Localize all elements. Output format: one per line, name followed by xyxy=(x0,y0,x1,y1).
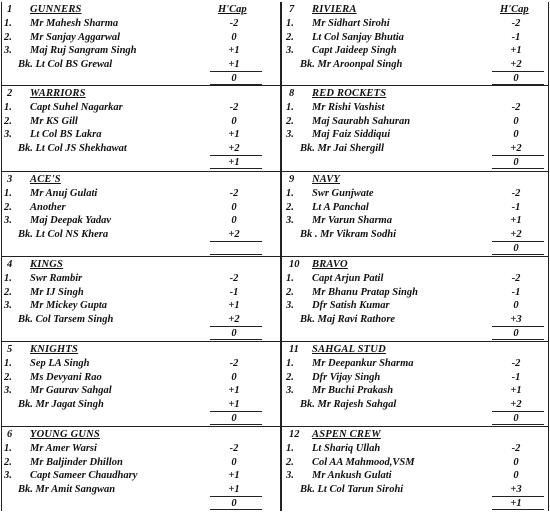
team-total-handicap: +1 xyxy=(510,498,522,509)
player-row xyxy=(282,215,550,229)
player-row xyxy=(0,457,272,471)
player-handicap: 0 xyxy=(513,300,519,311)
player-index: 3. xyxy=(286,300,294,311)
player-index: 1. xyxy=(4,18,12,29)
team-name: BRAVO xyxy=(312,259,348,270)
player-name: Capt Jaideep Singh xyxy=(312,45,397,56)
player-index: 2. xyxy=(286,286,294,298)
player-name: Another xyxy=(30,201,66,213)
player-index: 2. xyxy=(286,371,294,383)
player-index: 1. xyxy=(4,273,12,284)
team-block xyxy=(0,427,272,512)
player-row xyxy=(0,385,272,399)
hcap-column-header: H'Cap xyxy=(218,4,247,15)
subtotal-rule xyxy=(492,241,544,242)
team-total-handicap: 0 xyxy=(231,413,237,424)
player-row xyxy=(0,215,272,229)
player-name: Lt A Panchal xyxy=(312,201,369,213)
player-handicap: +1 xyxy=(228,129,240,140)
player-name: Mr Baljinder Dhillon xyxy=(30,456,123,468)
team-number: 6 xyxy=(7,429,13,440)
player-handicap: +1 xyxy=(510,215,522,226)
player-index: 3. xyxy=(4,129,12,140)
player-handicap: +3 xyxy=(510,313,522,325)
player-index: 3. xyxy=(4,470,12,481)
player-index: 3. xyxy=(286,45,294,56)
player-handicap: -2 xyxy=(229,273,239,284)
player-handicap: 0 xyxy=(231,215,237,226)
total-rule xyxy=(210,509,262,510)
team-name: KINGS xyxy=(30,259,64,270)
player-name: Bk . Mr Vikram Sodhi xyxy=(300,228,396,240)
player-handicap: +1 xyxy=(228,385,240,396)
player-index: 1. xyxy=(286,273,294,284)
player-row xyxy=(282,102,550,116)
player-name: Mr Mickey Gupta xyxy=(30,300,107,311)
player-name: Mr Anuj Gulati xyxy=(30,188,98,199)
player-handicap: -1 xyxy=(511,201,521,213)
player-name: Bk. Mr Jagat Singh xyxy=(18,398,104,410)
player-handicap: -1 xyxy=(229,286,239,298)
team-block xyxy=(0,2,272,87)
team-number: 4 xyxy=(7,259,13,270)
player-row xyxy=(282,457,550,471)
player-handicap: -2 xyxy=(229,102,239,113)
player-row xyxy=(282,358,550,372)
total-rule xyxy=(210,339,262,340)
team-total-handicap: 0 xyxy=(513,73,519,84)
player-index: 2. xyxy=(286,31,294,43)
player-row xyxy=(282,129,550,143)
player-handicap: -1 xyxy=(511,31,521,43)
player-handicap: 0 xyxy=(513,115,519,127)
team-total-handicap: 0 xyxy=(513,243,519,254)
total-rule xyxy=(210,84,262,85)
player-handicap: -2 xyxy=(511,443,521,454)
player-handicap: -2 xyxy=(511,273,521,284)
team-number: 7 xyxy=(289,4,295,15)
player-name: Mr Deepankur Sharma xyxy=(312,358,414,369)
player-name: Mr Sanjay Aggarwal xyxy=(30,31,121,43)
player-name: Bk. Lt Col NS Khera xyxy=(18,228,109,240)
player-handicap: 0 xyxy=(231,31,237,43)
player-handicap: +2 xyxy=(228,142,240,154)
player-name: Lt Col BS Lakra xyxy=(30,129,102,140)
player-name: Swr Gunjwate xyxy=(312,188,374,199)
subtotal-rule xyxy=(210,326,262,327)
subtotal-rule xyxy=(492,155,544,156)
subtotal-rule xyxy=(210,71,262,72)
player-index: 1. xyxy=(4,188,12,199)
player-index: 1. xyxy=(286,188,294,199)
team-block xyxy=(282,2,550,87)
player-row xyxy=(0,188,272,202)
player-index: 3. xyxy=(4,45,12,56)
player-index: 1. xyxy=(286,102,294,113)
player-name: Mr Mahesh Sharma xyxy=(30,18,119,29)
team-number: 5 xyxy=(7,344,13,355)
player-handicap: +1 xyxy=(510,45,522,56)
player-index: 3. xyxy=(4,385,12,396)
player-row xyxy=(282,45,550,59)
player-name: Capt Arjun Patil xyxy=(312,273,384,284)
player-name: Dfr Vijay Singh xyxy=(312,371,381,383)
player-index: 2. xyxy=(286,456,294,468)
player-row xyxy=(0,45,272,59)
subtotal-rule xyxy=(210,155,262,156)
player-handicap: +1 xyxy=(228,483,240,495)
player-name: Bk. Lt Col JS Shekhawat xyxy=(18,142,127,154)
player-row xyxy=(282,300,550,314)
player-row xyxy=(282,385,550,399)
player-name: Sep LA Singh xyxy=(30,358,90,369)
player-index: 3. xyxy=(4,215,12,226)
player-name: Mr KS Gill xyxy=(30,115,78,127)
player-index: 3. xyxy=(286,129,294,140)
player-handicap: +2 xyxy=(510,142,522,154)
player-name: Bk. Lt Col Tarun Sirohi xyxy=(300,483,404,495)
player-handicap: -2 xyxy=(229,443,239,454)
player-handicap: -2 xyxy=(229,18,239,29)
player-handicap: +2 xyxy=(510,58,522,70)
player-name: Capt Suhel Nagarkar xyxy=(30,102,123,113)
player-row xyxy=(282,188,550,202)
team-block xyxy=(282,427,550,512)
player-index: 2. xyxy=(286,201,294,213)
subtotal-rule xyxy=(210,496,262,497)
subtotal-rule xyxy=(210,241,262,242)
player-index: 2. xyxy=(4,31,12,43)
player-name: Mr Ankush Gulati xyxy=(312,470,392,481)
player-name: Col AA Mahmood,VSM xyxy=(312,456,415,468)
player-name: Mr Rishi Vashist xyxy=(312,102,385,113)
player-handicap: +1 xyxy=(228,470,240,481)
total-rule xyxy=(492,424,544,425)
total-rule xyxy=(210,168,262,169)
team-block xyxy=(0,257,272,342)
team-total-handicap: +1 xyxy=(228,157,240,168)
player-row xyxy=(282,470,550,484)
team-name: NAVY xyxy=(312,174,341,185)
team-block xyxy=(0,342,272,427)
player-handicap: +3 xyxy=(510,483,522,495)
player-row xyxy=(282,202,550,216)
total-rule xyxy=(492,168,544,169)
team-number: 10 xyxy=(289,259,300,270)
player-handicap: -2 xyxy=(511,18,521,29)
team-number: 9 xyxy=(289,174,295,185)
team-total-handicap: 0 xyxy=(231,73,237,84)
player-handicap: -2 xyxy=(229,188,239,199)
team-number: 8 xyxy=(289,88,295,99)
player-index: 1. xyxy=(286,18,294,29)
player-row xyxy=(282,18,550,32)
team-block xyxy=(282,172,550,257)
player-index: 2. xyxy=(4,456,12,468)
player-handicap: 0 xyxy=(231,115,237,127)
player-row xyxy=(282,116,550,130)
player-handicap: -1 xyxy=(511,371,521,383)
player-row xyxy=(0,300,272,314)
player-row xyxy=(0,102,272,116)
player-row xyxy=(0,470,272,484)
team-block xyxy=(282,86,550,171)
player-handicap: +2 xyxy=(228,313,240,325)
player-index: 3. xyxy=(286,215,294,226)
player-index: 3. xyxy=(4,300,12,311)
player-row xyxy=(0,273,272,287)
player-index: 1. xyxy=(4,443,12,454)
team-block xyxy=(282,257,550,342)
hcap-column-header: H'Cap xyxy=(500,4,529,15)
player-row xyxy=(0,116,272,130)
player-row xyxy=(0,287,272,301)
player-name: Bk. Mr Amit Sangwan xyxy=(18,483,116,495)
player-handicap: -2 xyxy=(229,358,239,369)
subtotal-rule xyxy=(492,496,544,497)
player-handicap: +2 xyxy=(510,228,522,240)
player-name: Maj Deepak Yadav xyxy=(30,215,112,226)
player-handicap: 0 xyxy=(231,371,237,383)
player-handicap: +1 xyxy=(228,58,240,70)
player-row xyxy=(282,443,550,457)
player-row xyxy=(0,129,272,143)
player-index: 2. xyxy=(286,115,294,127)
team-name: WARRIORS xyxy=(30,88,86,99)
player-name: Lt Col Sanjay Bhutia xyxy=(312,31,404,43)
team-number: 12 xyxy=(289,429,300,440)
team-total-handicap: 0 xyxy=(513,328,519,339)
player-handicap: +2 xyxy=(228,228,240,240)
player-index: 1. xyxy=(286,358,294,369)
total-rule xyxy=(210,424,262,425)
team-name: ASPEN CREW xyxy=(312,429,381,440)
player-handicap: +1 xyxy=(228,300,240,311)
player-index: 1. xyxy=(4,358,12,369)
team-number: 11 xyxy=(289,344,299,355)
total-rule xyxy=(210,254,262,255)
player-name: Mr Buchi Prakash xyxy=(312,385,394,396)
team-total-handicap: 0 xyxy=(231,498,237,509)
player-handicap: -2 xyxy=(511,358,521,369)
player-index: 2. xyxy=(4,201,12,213)
player-index: 1. xyxy=(4,102,12,113)
player-name: Mr IJ Singh xyxy=(30,286,84,298)
player-handicap: -1 xyxy=(511,286,521,298)
team-block xyxy=(0,172,272,257)
player-handicap: 0 xyxy=(513,470,519,481)
player-name: Lt Shariq Ullah xyxy=(312,443,381,454)
team-total-handicap: 0 xyxy=(513,157,519,168)
player-name: Bk. Lt Col BS Grewal xyxy=(18,58,113,70)
player-index: 2. xyxy=(4,115,12,127)
player-index: 3. xyxy=(286,470,294,481)
player-handicap: 0 xyxy=(513,129,519,140)
total-rule xyxy=(492,84,544,85)
subtotal-rule xyxy=(492,71,544,72)
subtotal-rule xyxy=(492,326,544,327)
total-rule xyxy=(492,509,544,510)
team-name: RIVIERA xyxy=(312,4,357,15)
team-name: ACE'S xyxy=(30,174,61,185)
player-row xyxy=(282,287,550,301)
player-handicap: +1 xyxy=(510,385,522,396)
player-name: Mr Gaurav Sahgal xyxy=(30,385,112,396)
player-name: Mr Sidhart Sirohi xyxy=(312,18,390,29)
player-name: Bk. Mr Rajesh Sahgal xyxy=(300,398,397,410)
player-name: Mr Bhanu Pratap Singh xyxy=(312,286,418,298)
team-name: GUNNERS xyxy=(30,4,82,15)
team-total-handicap: 0 xyxy=(513,413,519,424)
team-total-handicap: 0 xyxy=(231,328,237,339)
player-index: 3. xyxy=(286,385,294,396)
player-name: Mr Amer Warsi xyxy=(30,443,97,454)
team-number: 1 xyxy=(7,4,13,15)
player-index: 2. xyxy=(4,371,12,383)
player-row xyxy=(0,32,272,46)
team-name: RED ROCKETS xyxy=(312,88,387,99)
player-name: Ms Devyani Rao xyxy=(30,371,102,383)
total-rule xyxy=(492,254,544,255)
subtotal-rule xyxy=(210,411,262,412)
player-name: Maj Faiz Siddiqui xyxy=(312,129,391,140)
player-handicap: 0 xyxy=(231,456,237,468)
player-row xyxy=(282,32,550,46)
team-block xyxy=(0,86,272,171)
player-row xyxy=(0,18,272,32)
player-handicap: 0 xyxy=(231,201,237,213)
player-row xyxy=(0,443,272,457)
team-name: KNIGHTS xyxy=(30,344,79,355)
player-index: 1. xyxy=(286,443,294,454)
player-name: Maj Saurabh Sahuran xyxy=(312,115,411,127)
player-row xyxy=(282,273,550,287)
player-row xyxy=(0,372,272,386)
player-name: Dfr Satish Kumar xyxy=(312,300,390,311)
player-name: Swr Rambir xyxy=(30,273,83,284)
player-name: Bk. Mr Aroonpal Singh xyxy=(300,58,403,70)
player-name: Bk. Maj Ravi Rathore xyxy=(300,313,396,325)
player-name: Bk. Col Tarsem Singh xyxy=(18,313,114,325)
player-name: Bk. Mr Jai Shergill xyxy=(300,142,385,154)
player-index: 2. xyxy=(4,286,12,298)
team-number: 3 xyxy=(7,174,13,185)
player-handicap: 0 xyxy=(513,456,519,468)
player-row xyxy=(0,358,272,372)
player-name: Mr Varun Sharma xyxy=(312,215,392,226)
total-rule xyxy=(492,339,544,340)
team-name: SAHGAL STUD xyxy=(312,344,386,355)
subtotal-rule xyxy=(492,411,544,412)
player-handicap: +1 xyxy=(228,398,240,410)
player-row xyxy=(282,372,550,386)
team-name: YOUNG GUNS xyxy=(30,429,100,440)
team-number: 2 xyxy=(7,88,13,99)
player-handicap: +1 xyxy=(228,45,240,56)
player-name: Capt Sameer Chaudhary xyxy=(30,470,138,481)
player-handicap: -2 xyxy=(511,102,521,113)
player-row xyxy=(0,202,272,216)
player-handicap: -2 xyxy=(511,188,521,199)
player-name: Maj Ruj Sangram Singh xyxy=(30,45,137,56)
team-block xyxy=(282,342,550,427)
player-handicap: +2 xyxy=(510,398,522,410)
